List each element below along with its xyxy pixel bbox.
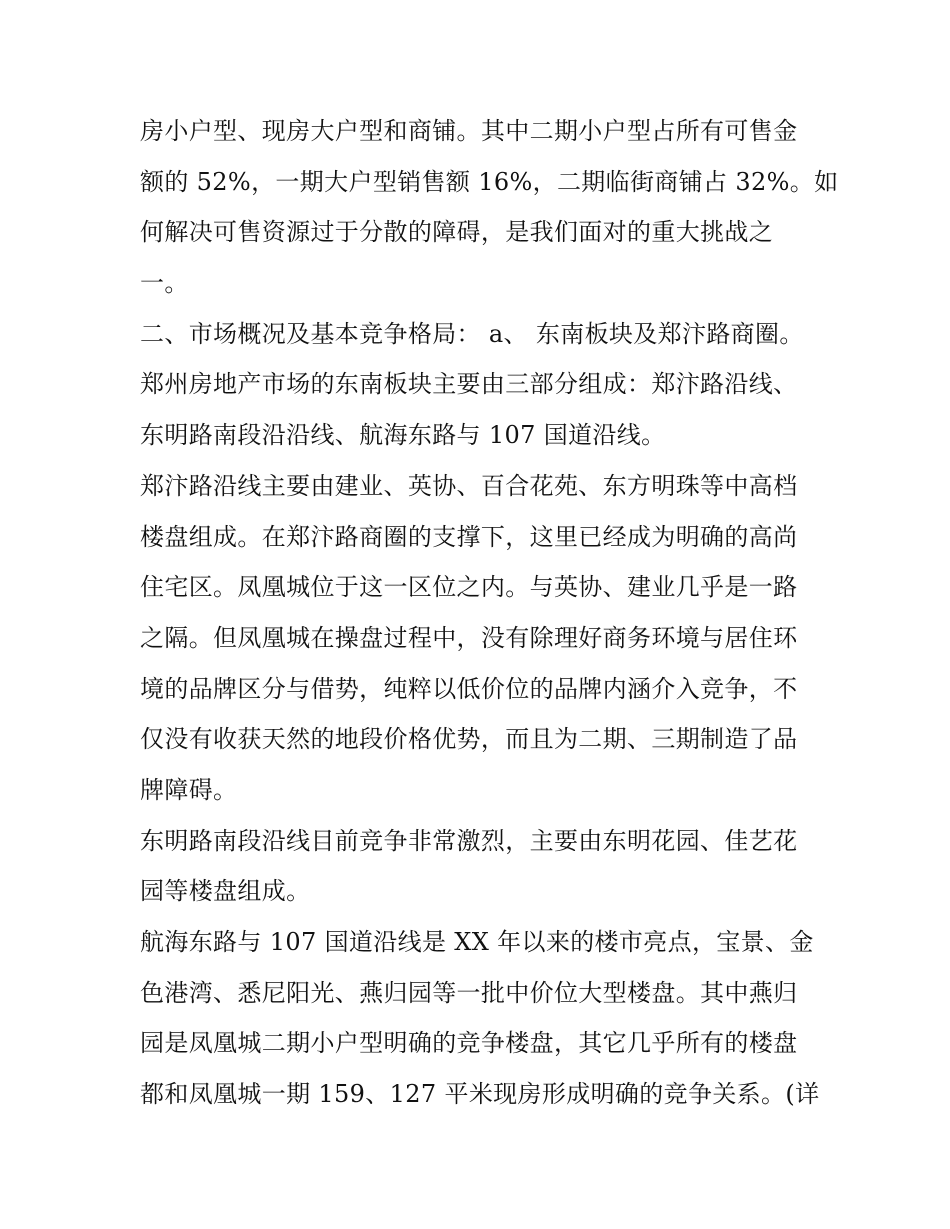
text-line: 额的 52%，一期大户型销售额 16%，二期临街商铺占 32%。如 bbox=[140, 167, 839, 196]
text-line: 郑汴路沿线主要由建业、英协、百合花苑、东方明珠等中高档 bbox=[140, 471, 798, 500]
text-line: 仅没有收获天然的地段价格优势，而且为二期、三期制造了品 bbox=[140, 725, 798, 754]
text-line: 二、市场概况及基本竞争格局： a、 东南板块及郑汴路商圈。 bbox=[140, 319, 804, 348]
text-line: 房小户型、现房大户型和商铺。其中二期小户型占所有可售金 bbox=[140, 117, 798, 145]
text-line: 一。 bbox=[140, 269, 189, 298]
text-line: 园等楼盘组成。 bbox=[140, 877, 311, 906]
text-line: 郑州房地产市场的东南板块主要由三部分组成：郑汴路沿线、 bbox=[140, 370, 798, 399]
text-line: 住宅区。凤凰城位于这一区位之内。与英协、建业几乎是一路 bbox=[140, 573, 798, 602]
text-line: 境的品牌区分与借势，纯粹以低价位的品牌内涵介入竞争，不 bbox=[140, 674, 798, 703]
text-line: 何解决可售资源过于分散的障碍，是我们面对的重大挑战之 bbox=[140, 218, 774, 247]
text-line: 东明路南段沿线目前竞争非常激烈，主要由东明花园、佳艺花 bbox=[140, 826, 798, 855]
body-text bbox=[140, 106, 839, 1120]
text-line: 楼盘组成。在郑汴路商圈的支撑下，这里已经成为明确的高尚 bbox=[140, 522, 798, 551]
text-line: 牌障碍。 bbox=[140, 775, 238, 804]
text-line: 都和凤凰城一期 159、127 平米现房形成明确的竞争关系。(详 bbox=[140, 1080, 820, 1109]
text-line: 园是凤凰城二期小户型明确的竞争楼盘，其它几乎所有的楼盘 bbox=[140, 1029, 798, 1058]
text-line: 之隔。但凤凰城在操盘过程中，没有除理好商务环境与居住环 bbox=[140, 623, 798, 652]
text-line: 航海东路与 107 国道沿线是 XX 年以来的楼市亮点，宝景、金 bbox=[140, 928, 814, 956]
text-line: 东明路南段沿沿线、航海东路与 107 国道沿线。 bbox=[140, 421, 666, 450]
text-line: 色港湾、悉尼阳光、燕归园等一批中价位大型楼盘。其中燕归 bbox=[140, 978, 798, 1007]
